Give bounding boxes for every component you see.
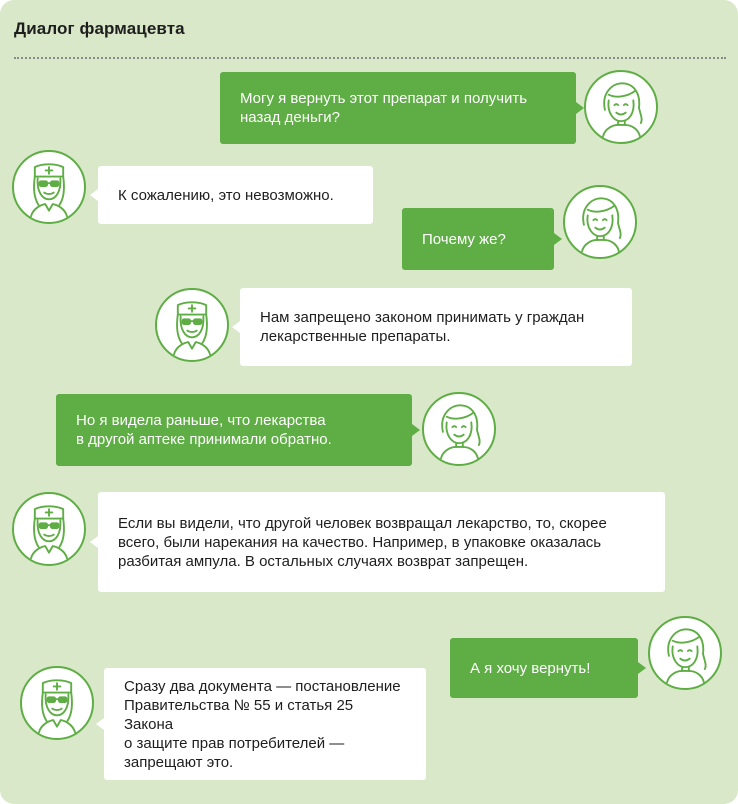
message-line: Сразу два документа — постановление [124,677,401,695]
customer-message [402,208,554,270]
pharmacist-face-icon [155,288,229,362]
woman-face-icon [584,70,658,144]
message-line: Но я видела раньше, что лекарства [76,412,326,429]
message-line: в другой аптеке принимали обратно. [76,431,332,448]
dotted-divider [14,57,726,59]
woman-face-icon [422,392,496,466]
message-line: назад деньги? [240,109,340,126]
message-line: разбитая ампула. В остальных случаях возврат запрещен. [118,552,529,570]
pharmacist-message [104,668,426,780]
page-title: Диалог фармацевта [14,19,185,38]
woman-face-icon [648,616,722,690]
pharmacist-message [98,492,665,592]
customer-message [220,72,576,144]
pharmacist-face-icon [12,492,86,566]
message-line: о защите прав потребителей — [124,734,345,752]
message-line: А я хочу вернуть! [470,659,591,677]
pharmacist-message [240,288,632,366]
message-line: Правительства № 55 и статья 25 Закона [124,696,354,733]
pharmacist-message [98,166,373,224]
customer-message [450,638,638,698]
pharmacist-face-icon [20,666,94,740]
message-line: К сожалению, это невозможно. [118,186,334,204]
message-line: Нам запрещено законом принимать у граждан [260,309,585,326]
message-line: Могу я вернуть этот препарат и получить [240,90,528,107]
pharmacist-face-icon [12,150,86,224]
customer-message [56,394,412,466]
message-line: Почему же? [422,230,506,248]
message-line: лекарственные препараты. [260,328,451,345]
message-line: Если вы видели, что другой человек возвращал лекарство, то, скорее [118,514,607,532]
message-line: всего, были нарекания на качество. Например, в упаковке оказалась [118,533,602,551]
message-line: запрещают это. [124,753,234,771]
woman-face-icon [563,185,637,259]
